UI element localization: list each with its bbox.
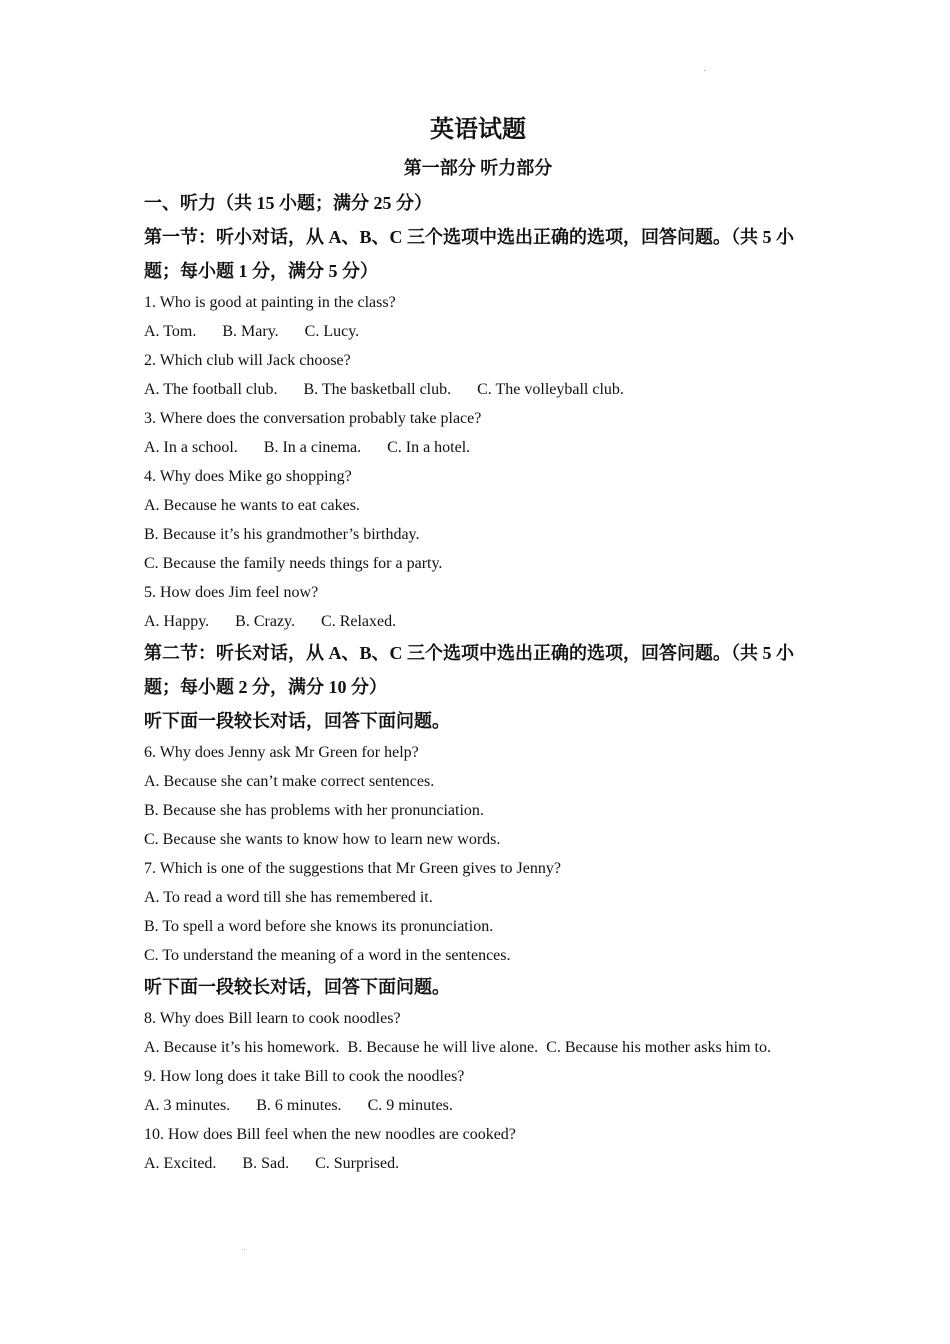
question-7: 7. Which is one of the suggestions that Mr Green gives to Jenny?: [144, 860, 561, 877]
question-5-options: [144, 607, 812, 636]
listening-instruction: 听下面一段较长对话，回答下面问题。: [144, 977, 450, 997]
section-1-instructions: 第一节：听小对话，从 A、B、C 三个选项中选出正确的选项，回答问题。（共 5 小题；每小题 1 分，满分 5 分）: [144, 227, 795, 281]
question-5: 5. How does Jim feel now?: [144, 584, 319, 601]
question-2-options: [144, 375, 812, 404]
option-c: C. 9 minutes.: [367, 1097, 453, 1114]
option-c: C. In a hotel.: [387, 439, 471, 456]
option-c: C. Relaxed.: [321, 613, 397, 630]
question-2: 2. Which club will Jack choose?: [144, 352, 351, 369]
option-b: B. In a cinema.: [263, 439, 362, 456]
question-1: 1. Who is good at painting in the class?: [144, 294, 396, 311]
option-a: A. Excited.: [144, 1155, 217, 1172]
question-9: 9. How long does it take Bill to cook the noodles?: [144, 1068, 465, 1085]
question-4-option-c: C. Because the family needs things for a party.: [144, 555, 443, 572]
question-7-option-b: B. To spell a word before she knows its pronunciation.: [144, 918, 494, 935]
question-8: 8. Why does Bill learn to cook noodles?: [144, 1010, 401, 1027]
question-7-option-c: C. To understand the meaning of a word in the sentences.: [144, 947, 511, 964]
part-title: 第一部分 听力部分: [403, 158, 553, 178]
question-6: 6. Why does Jenny ask Mr Green for help?: [144, 744, 419, 761]
option-a: A. The football club.: [144, 381, 278, 398]
question-7-option-a: A. To read a word till she has remembered it.: [144, 889, 433, 906]
option-c: C. Because his mother asks him to.: [546, 1039, 771, 1056]
option-b: B. The basketball club.: [303, 381, 452, 398]
option-a: A. 3 minutes.: [144, 1097, 231, 1114]
document-title: 英语试题: [430, 117, 526, 143]
question-10: 10. How does Bill feel when the new noodles are cooked?: [144, 1126, 516, 1143]
option-b: B. Because he will live alone.: [347, 1039, 539, 1056]
option-c: C. Lucy.: [304, 323, 360, 340]
question-4: 4. Why does Mike go shopping?: [144, 468, 352, 485]
question-8-options: [144, 1033, 812, 1062]
option-a: A. Happy.: [144, 613, 210, 630]
scan-speck: [704, 70, 705, 71]
question-6-option-b: B. Because she has problems with her pronunciation.: [144, 802, 484, 819]
question-4-option-a: A. Because he wants to eat cakes.: [144, 497, 360, 514]
question-6-option-a: A. Because she can’t make correct sentences.: [144, 773, 435, 790]
option-c: C. Surprised.: [315, 1155, 400, 1172]
option-a: A. Because it’s his homework.: [144, 1039, 340, 1056]
option-b: B. Crazy.: [235, 613, 296, 630]
question-3-options: [144, 433, 812, 462]
option-a: A. Tom.: [144, 323, 197, 340]
question-10-options: [144, 1149, 812, 1178]
option-b: B. Sad.: [242, 1155, 290, 1172]
option-b: B. 6 minutes.: [256, 1097, 342, 1114]
option-a: A. In a school.: [144, 439, 238, 456]
option-b: B. Mary.: [222, 323, 279, 340]
question-1-options: [144, 317, 812, 346]
exam-page: [144, 110, 812, 1178]
question-3: 3. Where does the conversation probably take place?: [144, 410, 482, 427]
section-2-instructions: 第二节：听长对话，从 A、B、C 三个选项中选出正确的选项，回答问题。（共 5 小题；每小题 2 分，满分 10 分）: [144, 643, 795, 697]
scan-speck: [244, 1249, 245, 1250]
question-9-options: [144, 1091, 812, 1120]
option-c: C. The volleyball club.: [477, 381, 624, 398]
section-heading: 一、听力（共 15 小题；满分 25 分）: [144, 193, 432, 213]
question-6-option-c: C. Because she wants to know how to learn new words.: [144, 831, 501, 848]
listening-instruction: 听下面一段较长对话，回答下面问题。: [144, 711, 450, 731]
question-4-option-b: B. Because it’s his grandmother’s birthday.: [144, 526, 420, 543]
